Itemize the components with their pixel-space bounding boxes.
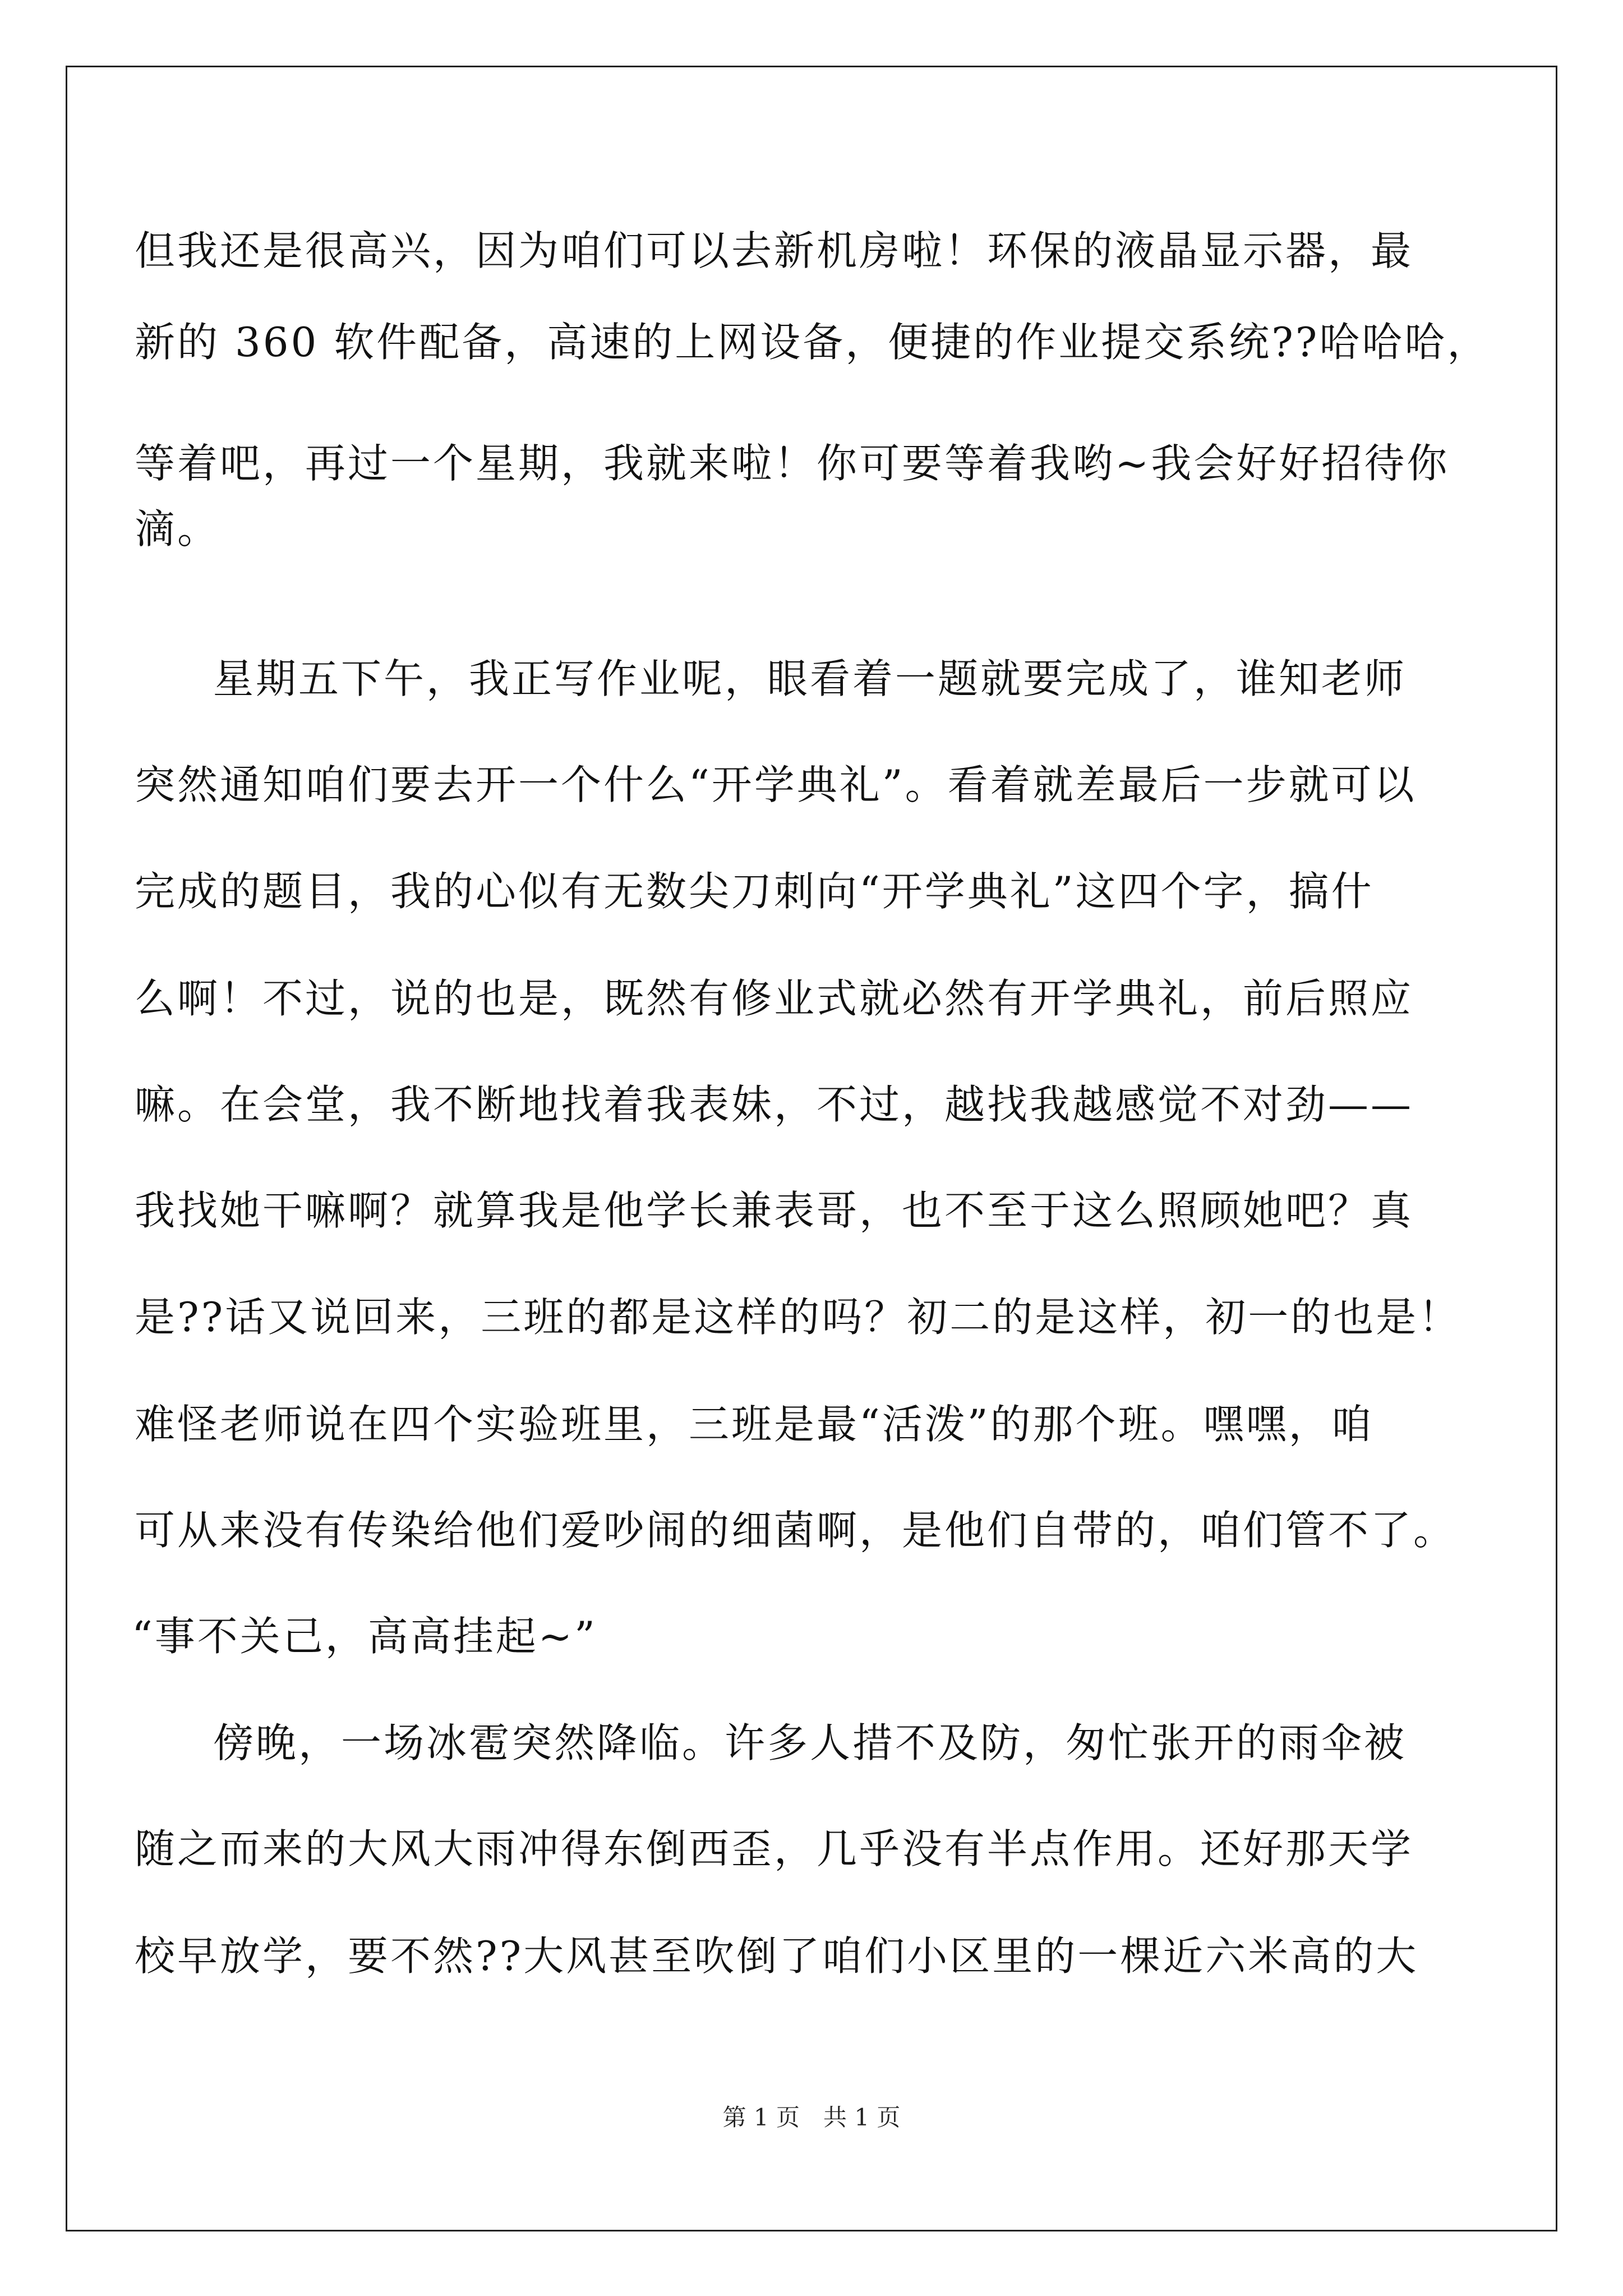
text-line: 嘛。在会堂，我不断地找着我表妹，不过，越找我越感觉不对劲—— bbox=[135, 1081, 1414, 1128]
page-number-footer: 第 1 页 共 1 页 bbox=[722, 2104, 901, 2131]
text-line: 星期五下午，我正写作业呢，眼看着一题就要完成了，谁知老师 bbox=[213, 655, 1407, 702]
text-line: 新的 360 软件配备，高速的上网设备，便捷的作业提交系统??哈哈哈， bbox=[135, 319, 1490, 366]
text-line: 我找她干嘛啊？就算我是他学长兼表哥，也不至于这么照顾她吧？真 bbox=[135, 1187, 1414, 1234]
text-line: 突然通知咱们要去开一个什么“开学典礼”。看着就差最后一步就可以 bbox=[135, 761, 1417, 808]
text-line: 但我还是很高兴，因为咱们可以去新机房啦！环保的液晶显示器，最 bbox=[135, 227, 1414, 274]
text-line: 傍晚，一场冰雹突然降临。许多人措不及防，匆忙张开的雨伞被 bbox=[213, 1719, 1407, 1766]
page-border bbox=[66, 66, 1557, 2231]
text-line: 校早放学，要不然??大风甚至吹倒了咱们小区里的一棵近六米高的大 bbox=[135, 1932, 1419, 1980]
text-line: 难怪老师说在四个实验班里，三班是最“活泼”的那个班。嘿嘿，咱 bbox=[135, 1401, 1374, 1448]
text-line: 等着吧，再过一个星期，我就来啦！你可要等着我哟~我会好好招待你 bbox=[135, 440, 1450, 487]
text-line: 完成的题目，我的心似有无数尖刀刺向“开学典礼”这四个字，搞什 bbox=[135, 868, 1374, 915]
text-line: 可从来没有传染给他们爱吵闹的细菌啊，是他们自带的，咱们管不了。 bbox=[135, 1507, 1456, 1554]
text-line: 是??话又说回来，三班的都是这样的吗？初二的是这样，初一的也是！ bbox=[135, 1294, 1461, 1341]
text-line: 随之而来的大风大雨冲得东倒西歪，几乎没有半点作用。还好那天学 bbox=[135, 1825, 1414, 1872]
text-line: 滴。 bbox=[135, 505, 220, 553]
text-line: 么啊！不过，说的也是，既然有修业式就必然有开学典礼，前后照应 bbox=[135, 975, 1414, 1022]
text-line: “事不关己，高高挂起~” bbox=[132, 1613, 597, 1660]
